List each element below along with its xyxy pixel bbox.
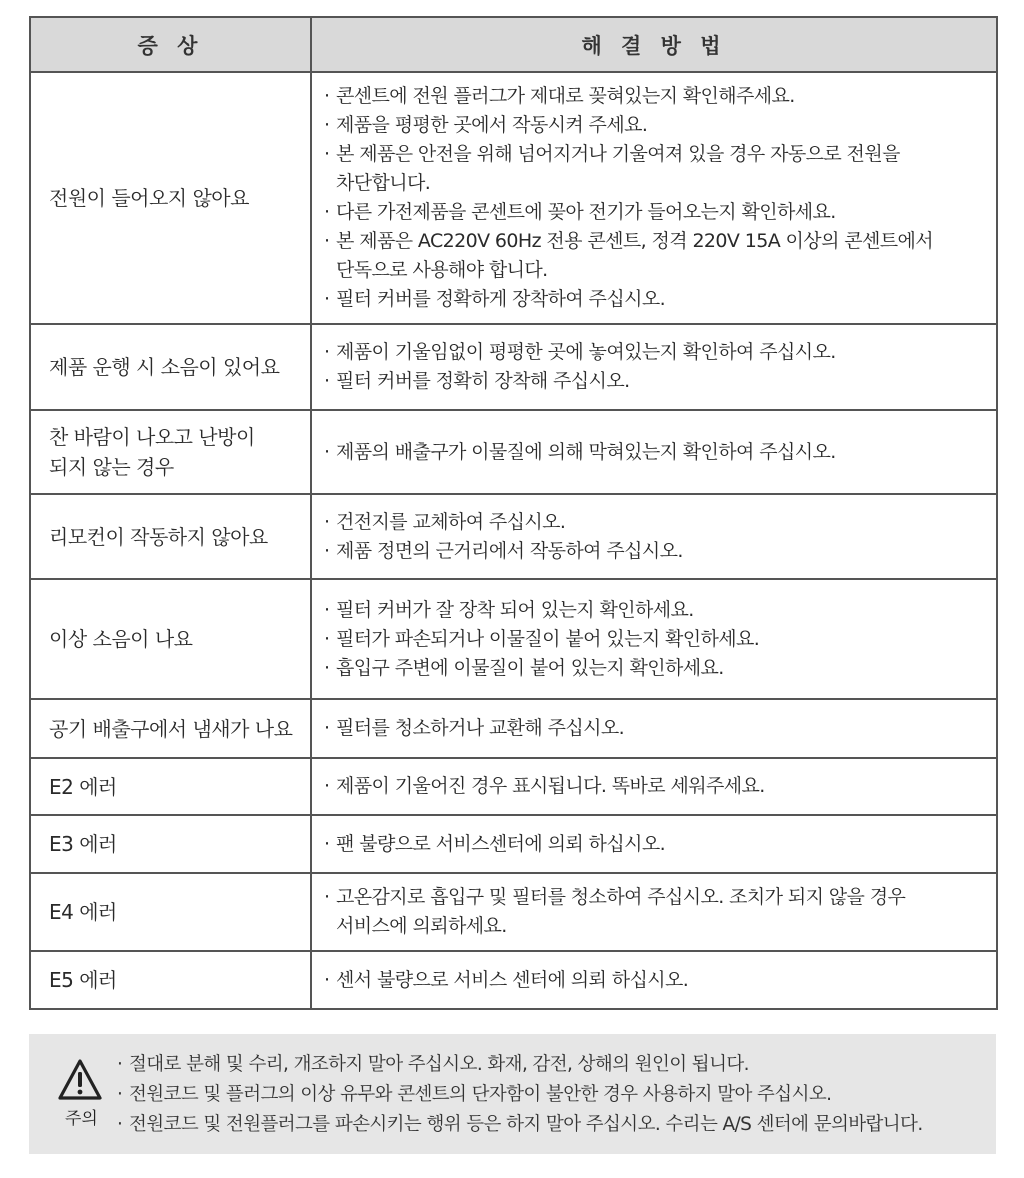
solution-cell — [311, 951, 997, 1009]
symptom-text: 공기 배출구에서 냄새가 나요 — [49, 716, 293, 741]
solution-cell — [311, 758, 997, 815]
symptom-cell — [30, 579, 311, 699]
solution-item-continued: 차단합니다. — [336, 172, 431, 194]
solution-item: · 건전지를 교체하여 주십시오. — [324, 508, 996, 537]
solution-item-continued: 단독으로 사용해야 합니다. — [336, 259, 548, 281]
header-solution: 해 결 방 법 — [311, 17, 997, 72]
symptom-text: E4 에러 — [49, 900, 117, 924]
solution-item: · 흡입구 주변에 이물질이 붙어 있는지 확인하세요. — [324, 654, 996, 683]
solution-cell — [311, 579, 997, 699]
solution-item: · 제품이 기울어진 경우 표시됩니다. 똑바로 세워주세요. — [324, 772, 996, 801]
solution-item: · 필터 커버를 정확히 장착해 주십시오. — [324, 367, 996, 396]
solution-item: · 제품 정면의 근거리에서 작동하여 주십시오. — [324, 537, 996, 566]
symptom-cell — [30, 494, 311, 579]
table-row — [30, 873, 997, 951]
table-row — [30, 951, 997, 1009]
caution-box — [29, 1034, 996, 1154]
symptom-cell — [30, 699, 311, 758]
solution-item: · 다른 가전제품을 콘센트에 꽂아 전기가 들어오는지 확인하세요. — [324, 198, 996, 227]
table-row — [30, 579, 997, 699]
table-row — [30, 410, 997, 494]
solution-item: · 제품이 기울임없이 평평한 곳에 놓여있는지 확인하여 주십시오. — [324, 338, 996, 367]
symptom-text: E3 에러 — [49, 832, 117, 856]
symptom-cell — [30, 873, 311, 951]
caution-note: · 절대로 분해 및 수리, 개조하지 말아 주십시오. 화재, 감전, 상해의 원인이 됩니다. — [117, 1050, 923, 1080]
symptom-text: 되지 않는 경우 — [49, 455, 174, 479]
symptom-text: 전원이 들어오지 않아요 — [49, 186, 249, 210]
solution-item: · 제품을 평평한 곳에서 작동시켜 주세요. — [324, 111, 996, 140]
solution-item: · 본 제품은 안전을 위해 넘어지거나 기울여져 있을 경우 자동으로 전원을 — [324, 140, 996, 169]
solution-item: · 팬 불량으로 서비스센터에 의뢰 하십시오. — [324, 830, 996, 859]
table-row — [30, 758, 997, 815]
symptom-cell — [30, 324, 311, 410]
solution-item: · 제품의 배출구가 이물질에 의해 막혀있는지 확인하여 주십시오. — [324, 438, 996, 467]
symptom-cell — [30, 410, 311, 494]
solution-item: · 고온감지로 흡입구 및 필터를 청소하여 주십시오. 조치가 되지 않을 경우 — [324, 883, 996, 912]
caution-label: 주의 — [65, 1109, 98, 1129]
solution-item: · 필터가 파손되거나 이물질이 붙어 있는지 확인하세요. — [324, 625, 996, 654]
solution-item-continued: 서비스에 의뢰하세요. — [336, 915, 507, 937]
symptom-text: E5 에러 — [49, 968, 117, 992]
symptom-text: E2 에러 — [49, 774, 117, 799]
caution-notes — [117, 1050, 923, 1140]
table-row — [30, 699, 997, 758]
solution-item: · 필터 커버가 잘 장착 되어 있는지 확인하세요. — [324, 596, 996, 625]
caution-note: · 전원코드 및 전원플러그를 파손시키는 행위 등은 하지 말아 주십시오. 수리는 A/S 센터에 문의바랍니다. — [117, 1110, 923, 1140]
table-header-row — [30, 17, 997, 72]
solution-cell — [311, 72, 997, 324]
symptom-text: 이상 소음이 나요 — [49, 627, 193, 651]
header-symptom: 증 상 — [30, 17, 311, 72]
symptom-text: 찬 바람이 나오고 난방이 — [49, 425, 255, 449]
table-row — [30, 324, 997, 410]
symptom-cell — [30, 72, 311, 324]
symptom-text: 제품 운행 시 소음이 있어요 — [49, 355, 280, 379]
solution-item: · 필터 커버를 정확하게 장착하여 주십시오. — [324, 285, 996, 314]
caution-note: · 전원코드 및 플러그의 이상 유무와 콘센트의 단자함이 불안한 경우 사용하지 말아 주십시오. — [117, 1080, 923, 1110]
symptom-cell — [30, 815, 311, 873]
solution-cell — [311, 873, 997, 951]
solution-item: · 콘센트에 전원 플러그가 제대로 꽂혀있는지 확인해주세요. — [324, 82, 996, 111]
table-row — [30, 494, 997, 579]
solution-cell — [311, 410, 997, 494]
solution-cell — [311, 699, 997, 758]
symptom-cell — [30, 758, 311, 815]
solution-item: · 필터를 청소하거나 교환해 주십시오. — [324, 714, 996, 743]
troubleshooting-table — [29, 16, 998, 1010]
solution-cell — [311, 815, 997, 873]
solution-cell — [311, 494, 997, 579]
table-row — [30, 72, 997, 324]
symptom-text: 리모컨이 작동하지 않아요 — [49, 524, 268, 549]
symptom-cell — [30, 951, 311, 1009]
solution-item: · 본 제품은 AC220V 60Hz 전용 콘센트, 정격 220V 15A 이상의 콘센트에서 — [324, 227, 996, 256]
warning-triangle-icon — [57, 1058, 103, 1102]
solution-item: · 센서 불량으로 서비스 센터에 의뢰 하십시오. — [324, 966, 996, 995]
solution-cell — [311, 324, 997, 410]
table-row — [30, 815, 997, 873]
